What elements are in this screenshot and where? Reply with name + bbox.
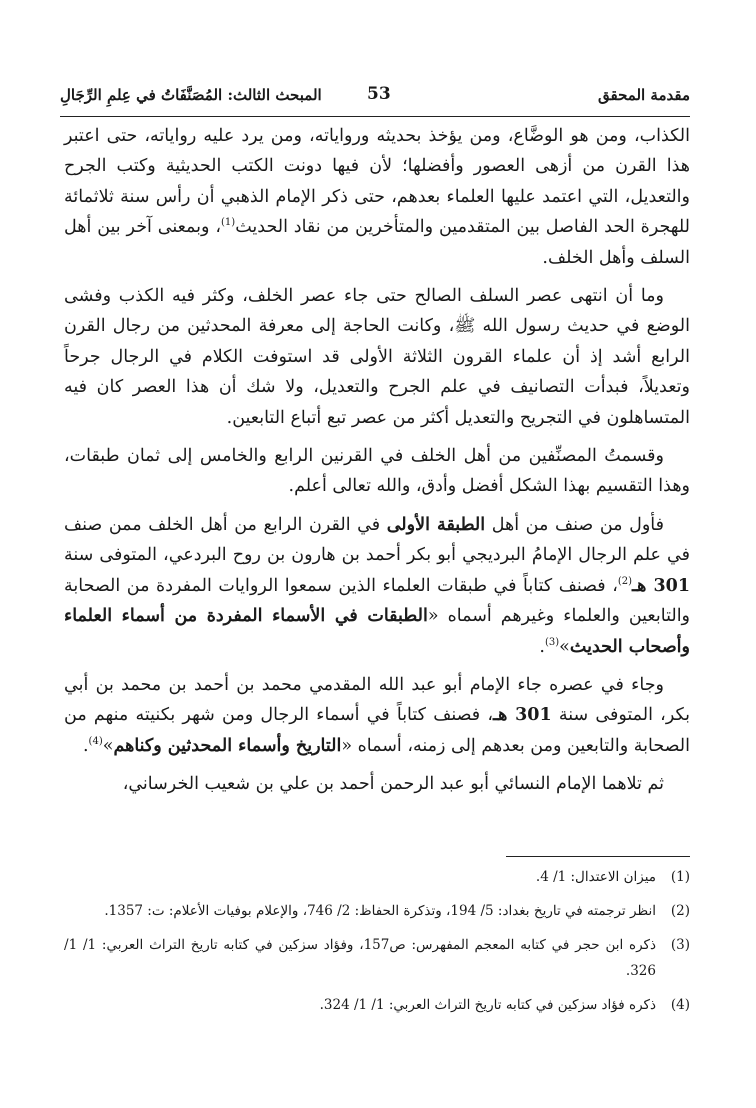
- footnote-text: انظر ترجمته في تاريخ بغداد: 5/ 194، وتذكرة الحفاظ: 2/ 746، والإعلام بوفيات الأعلام: ت: 1357.: [104, 903, 656, 919]
- bold-year: 301 هـ: [632, 575, 690, 596]
- footnotes: [64, 864, 690, 1026]
- page-number: 53: [367, 84, 391, 104]
- paragraph-text: ، فصنف كتاباً في طبقات العلماء الذين سمعوا الروايات المفردة من الصحابة والتابعين والعلماء وغيرهم أسماه «: [64, 575, 691, 627]
- paragraph-text: .: [539, 636, 545, 657]
- footnote-2: [64, 898, 690, 924]
- paragraph-4: [64, 510, 690, 662]
- paragraph-text: .: [82, 735, 89, 756]
- footnote-ref-2[interactable]: (2): [617, 575, 633, 587]
- bold-book-title: التاريخ وأسماء المحدثين وكناهم: [113, 735, 342, 756]
- footnote-text: ميزان الاعتدال: 1/ 4.: [535, 869, 656, 885]
- footnote-number: (2): [670, 903, 690, 919]
- paragraph-text: وجاء في عصره جاء الإمام أبو عبد الله المقدمي محمد بن أحمد بن محمد بن أبي بكر، المتوفى سنة: [64, 674, 691, 726]
- paragraph-text: فأول من صنف من أهل: [485, 514, 664, 535]
- paragraph-2: وما أن انتهى عصر السلف الصالح حتى جاء عصر الخلف، وكثر فيه الكذب وفشى الوضع في حديث رسول الله ﷺ، وكانت الحاجة إلى معرفة المحدثين من رجال القرن الرابع أشد إذ أن علماء القرون الثلاثة الأولى قد استوفت الكلام في الرجال جرحاً وتعديلاً، فبدأت التصانيف في علم الجرح والتعديل، ولا شك أن هذا العصر كان فيه المتساهلون في التجريح والتعديل أكثر من عصر تبع أتباع التابعين.: [64, 286, 690, 428]
- footnote-text: ذكره فؤاد سزكين في كتابه تاريخ التراث العربي: 1/ 1/ 324.: [319, 997, 656, 1013]
- body-text: [64, 121, 690, 808]
- paragraph-3: وقسمتُ المصنِّفين من أهل الخلف في القرنين الرابع والخامس إلى ثمان طبقات، وهذا التقسيم بهذا الشكل أفضل وأدق، والله تعالى أعلم.: [64, 446, 690, 497]
- header-chapter-title: المبحث الثالث: المُصَنَّفَاتُ في عِلمِ الرِّجَالِ: [60, 86, 322, 104]
- header-rule: [60, 116, 690, 117]
- footnote-number: (3): [670, 937, 690, 953]
- footnote-3: [64, 932, 690, 984]
- bold-term: الطبقة الأولى: [386, 514, 486, 535]
- footnote-number: (4): [670, 997, 690, 1013]
- bold-year: 301 هـ: [493, 705, 552, 726]
- footnote-number: (1): [670, 869, 690, 885]
- paragraph-text: في القرن الرابع من أهل الخلف ممن صنف في علم الرجال الإمامُ البرديجي أبو بكر أحمد بن هارون بن روح البردعي، المتوفى سنة: [64, 514, 690, 566]
- footnote-ref-3[interactable]: (3): [544, 636, 560, 648]
- running-header: [60, 82, 690, 114]
- footnote-1: [64, 864, 690, 890]
- paragraph-6: ثم تلاهما الإمام النسائي أبو عبد الرحمن أحمد بن علي بن شعيب الخرساني،: [122, 774, 664, 795]
- footnote-ref-1[interactable]: (1): [221, 217, 236, 229]
- paragraph-text: الكذاب، ومن هو الوضَّاع، ومن يؤخذ بحديثه ورواياته، ومن يرد عليه رواياته، حتى اعتبر هذا القرن من أزهى العصور وأفضلها؛ لأن فيها دونت الكتب الحديثية وكتب الجرح والتعديل، التي اعتمد عليها العلماء بعدهم، حتى ذكر الإمام الذهبي أن رأس سنة ثلاثمائة للهجرة الحد الفاصل بين المتقدمين والمتأخرين من نقاد الحديث: [64, 126, 690, 238]
- footnote-ref-4[interactable]: (4): [88, 735, 103, 747]
- header-section-title: مقدمة المحقق: [598, 86, 690, 104]
- paragraph-text: ، وبمعنى آخر بين أهل السلف وأهل الخلف.: [64, 217, 690, 268]
- paragraph-text: »: [559, 636, 570, 657]
- footnote-4: [64, 992, 690, 1018]
- paragraph-text: ، فصنف كتاباً في أسماء الرجال ومن شهر بكنيته منهم من الصحابة والتابعين ومن بعدهم إلى زمنه، أسماه «: [64, 705, 690, 756]
- paragraph-1: [64, 121, 690, 273]
- footnote-rule: [506, 856, 690, 857]
- paragraph-text: »: [102, 735, 114, 756]
- bold-book-title: الطبقات في الأسماء المفردة من أسماء العلماء وأصحاب الحديث: [64, 606, 690, 657]
- footnote-text: ذكره ابن حجر في كتابه المعجم المفهرس: ص157، وفؤاد سزكين في كتابه تاريخ التراث العربي: 1/ 1/ 326.: [64, 937, 656, 979]
- paragraph-5: [64, 670, 690, 761]
